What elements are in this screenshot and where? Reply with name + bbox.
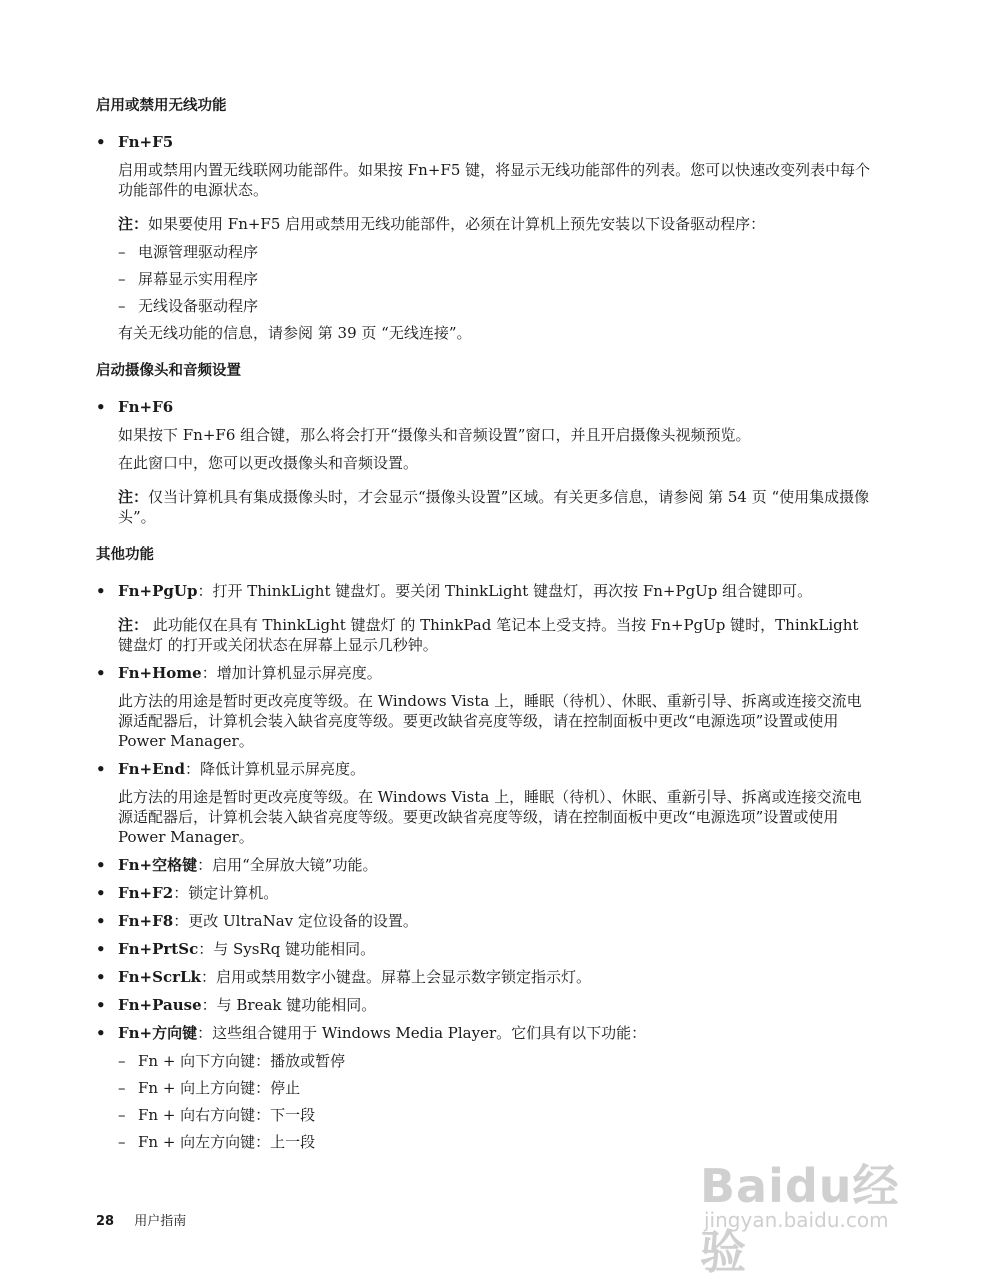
section-title: 其他功能 xyxy=(96,547,154,563)
list-item: • Fn+Pause：与 Break 键功能相同。 xyxy=(96,996,377,1014)
bullet-icon: • xyxy=(96,968,106,986)
bullet-icon: • xyxy=(96,940,106,958)
note xyxy=(118,615,876,655)
key-combo: Fn+F6 xyxy=(118,398,174,416)
bullet-icon: • xyxy=(96,856,106,874)
note-text: 如果要使用 Fn+F5 启用或禁用无线功能部件，必须在计算机上预先安装以下设备驱动程序： xyxy=(148,215,766,233)
key-combo: Fn+方向键 xyxy=(118,1024,198,1042)
note-text: 仅当计算机具有集成摄像头时，才会显示“摄像头设置”区域。有关更多信息，请参阅 第 54 页 “使用集成摄像头”。 xyxy=(118,488,870,526)
page-number: 28 xyxy=(96,1214,115,1229)
list-item: – Fn + 向下方向键：播放或暂停 xyxy=(118,1052,346,1070)
note-text: 此功能仅在具有 ThinkLight 键盘灯 的 ThinkPad 笔记本上受支持。当按 Fn+PgUp 键时，ThinkLight 键盘灯 的打开或关闭状态在屏幕上显示几秒钟。 xyxy=(118,616,859,654)
dash-icon: – xyxy=(118,270,126,288)
doc-title: 用户指南 xyxy=(134,1214,187,1229)
dash-icon: – xyxy=(118,1052,126,1070)
key-combo: Fn+空格键 xyxy=(118,856,198,874)
list-item: – 电源管理驱动程序 xyxy=(118,243,259,261)
list-item: – 无线设备驱动程序 xyxy=(118,297,259,315)
list-item: • Fn+F8：更改 UltraNav 定位设备的设置。 xyxy=(96,912,418,930)
list-item: – 屏幕显示实用程序 xyxy=(118,270,259,288)
dash-icon: – xyxy=(118,1133,126,1151)
bullet-icon: • xyxy=(96,133,106,151)
bullet-icon: • xyxy=(96,582,106,600)
page-content xyxy=(96,96,876,1166)
key-combo: Fn+PrtSc xyxy=(118,940,199,958)
page-footer xyxy=(96,1210,186,1229)
key-combo: Fn+ScrLk xyxy=(118,968,201,986)
paragraph: 启用或禁用内置无线联网功能部件。如果按 Fn+F5 键，将显示无线功能部件的列表。您可以快速改变列表中每个功能部件的电源状态。 xyxy=(118,161,871,199)
dash-icon: – xyxy=(118,243,126,261)
section-title: 启用或禁用无线功能 xyxy=(96,98,227,114)
note-label: 注： xyxy=(118,215,149,233)
key-combo: Fn+End xyxy=(118,760,185,778)
bullet-icon: • xyxy=(96,996,106,1014)
bullet-icon: • xyxy=(96,884,106,902)
key-combo: Fn+PgUp xyxy=(118,582,198,600)
list-item: – Fn + 向左方向键：上一段 xyxy=(118,1133,316,1151)
paragraph: 如果按下 Fn+F6 组合键，那么将会打开“摄像头和音频设置”窗口，并且开启摄像头视频预览。 xyxy=(118,426,751,444)
key-combo: Fn+F5 xyxy=(118,133,174,151)
list-item: • Fn+End：降低计算机显示屏亮度。 xyxy=(96,760,365,778)
paragraph: 此方法的用途是暂时更改亮度等级。在 Windows Vista 上，睡眠（待机）、休眠、重新引导、拆离或连接交流电源适配器后，计算机会装入缺省亮度等级。要更改缺省亮度等级，请在控制面板中更改“电源选项”设置或使用 Power Manager。 xyxy=(118,788,862,846)
dash-icon: – xyxy=(118,297,126,315)
key-combo: Fn+Pause xyxy=(118,996,202,1014)
note xyxy=(118,214,876,234)
list-item: – Fn + 向右方向键：下一段 xyxy=(118,1106,316,1124)
key-combo: Fn+F2 xyxy=(118,884,174,902)
note xyxy=(118,487,876,527)
list-item: • Fn+Home：增加计算机显示屏亮度。 xyxy=(96,664,382,682)
section-wireless xyxy=(96,96,876,343)
key-combo: Fn+F8 xyxy=(118,912,174,930)
watermark-logo xyxy=(700,1150,940,1279)
list-item xyxy=(96,397,876,417)
note-label: 注： xyxy=(118,488,149,506)
section-title: 启动摄像头和音频设置 xyxy=(96,363,241,379)
key-combo: Fn+Home xyxy=(118,664,202,682)
section-camera xyxy=(96,361,876,527)
bullet-icon: • xyxy=(96,398,106,416)
watermark-url: jingyan.baidu.com xyxy=(704,1208,889,1232)
section-other xyxy=(96,545,876,1152)
bullet-icon: • xyxy=(96,912,106,930)
watermark-brand: Baidu经验 xyxy=(700,1159,900,1279)
list-item: • Fn+F2：锁定计算机。 xyxy=(96,884,279,902)
paragraph: 在此窗口中，您可以更改摄像头和音频设置。 xyxy=(118,454,419,472)
list-item: • Fn+方向键：这些组合键用于 Windows Media Player。它们具有以下功能： xyxy=(96,1024,647,1042)
list-item: • Fn+PgUp：打开 ThinkLight 键盘灯。要关闭 ThinkLight 键盘灯，再次按 Fn+PgUp 组合键即可。 xyxy=(96,582,813,600)
dash-icon: – xyxy=(118,1106,126,1124)
list-item: • Fn+ScrLk：启用或禁用数字小键盘。屏幕上会显示数字锁定指示灯。 xyxy=(96,968,591,986)
list-item: • Fn+空格键：启用“全屏放大镜”功能。 xyxy=(96,856,378,874)
note-label: 注： xyxy=(118,616,149,634)
list-item xyxy=(96,132,876,152)
dash-icon: – xyxy=(118,1079,126,1097)
bullet-icon: • xyxy=(96,664,106,682)
list-item: – Fn + 向上方向键：停止 xyxy=(118,1079,301,1097)
paragraph: 此方法的用途是暂时更改亮度等级。在 Windows Vista 上，睡眠（待机）、休眠、重新引导、拆离或连接交流电源适配器后，计算机会装入缺省亮度等级。要更改缺省亮度等级，请在控制面板中更改“电源选项”设置或使用 Power Manager。 xyxy=(118,692,862,750)
bullet-icon: • xyxy=(96,1024,106,1042)
reference-link[interactable]: 有关无线功能的信息，请参阅 第 39 页 “无线连接”。 xyxy=(118,324,472,342)
bullet-icon: • xyxy=(96,760,106,778)
list-item: • Fn+PrtSc：与 SysRq 键功能相同。 xyxy=(96,940,376,958)
